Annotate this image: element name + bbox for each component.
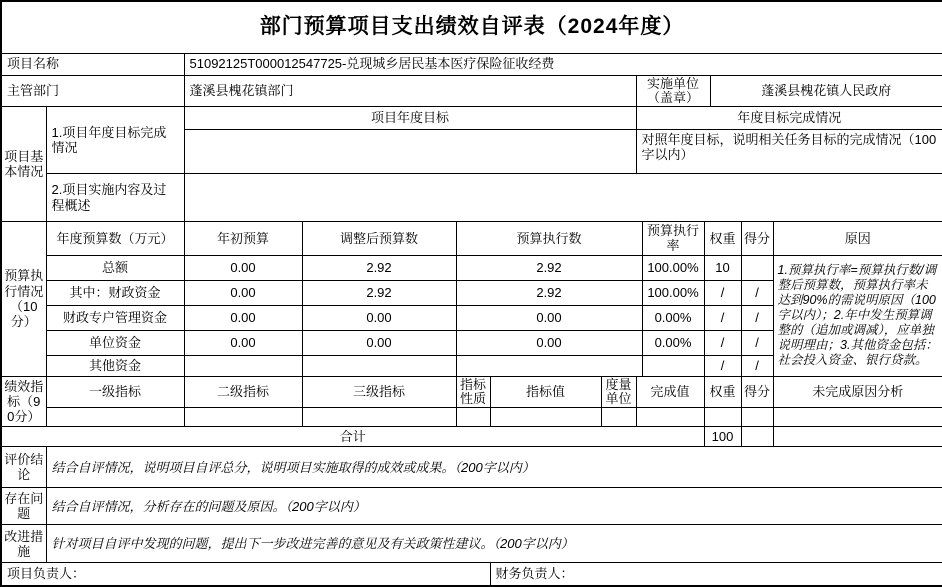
budget-reason-note: 1.预算执行率=预算执行数/调整后预算数，预算执行率未达到90%的需说明原因（100字以内）；2.年中发生预算调整的（追加或调减），应单独说明理由；3.其他资金包括：社会投入资金、银行贷款。 bbox=[773, 255, 942, 376]
perf-analysis-value bbox=[773, 408, 942, 427]
budget-header-rate: 预算执行率 bbox=[642, 222, 704, 256]
project-name-value: 51092125T000012547725-兑现城乡居民基本医疗保险征收经费 bbox=[184, 53, 942, 75]
perf-weight-value bbox=[704, 408, 741, 427]
budget-header-reason: 原因 bbox=[773, 222, 942, 256]
budget-initial-value: 0.00 bbox=[184, 280, 302, 305]
total-score-value bbox=[741, 427, 773, 447]
perf-nature-value bbox=[456, 408, 490, 427]
perf-level2-value bbox=[184, 408, 302, 427]
perf-header-level3: 三级指标 bbox=[302, 376, 456, 408]
budget-rate-value: 100.00% bbox=[642, 280, 704, 305]
budget-row-label: 其他资金 bbox=[46, 355, 184, 376]
budget-row-label: 单位资金 bbox=[46, 330, 184, 355]
budget-rate-value: 0.00% bbox=[642, 330, 704, 355]
table-row bbox=[1, 427, 942, 447]
budget-executed-value: 0.00 bbox=[456, 305, 642, 330]
budget-initial-value: 0.00 bbox=[184, 255, 302, 280]
budget-header-category: 年度预算数（万元） bbox=[46, 222, 184, 256]
perf-header-target-value: 指标值 bbox=[490, 376, 601, 408]
goal-completion-value: 对照年度目标，说明相关任务目标的完成情况（100字以内） bbox=[636, 130, 942, 174]
budget-header-initial: 年初预算 bbox=[184, 222, 302, 256]
annual-goal-header: 项目年度目标 bbox=[184, 107, 636, 130]
improvements-label: 改进措施 bbox=[1, 525, 46, 563]
total-analysis-value bbox=[773, 427, 942, 447]
budget-adjusted-value: 2.92 bbox=[302, 280, 456, 305]
budget-row-label: 财政专户管理资金 bbox=[46, 305, 184, 330]
budget-score-value: / bbox=[741, 280, 773, 305]
budget-score-value: / bbox=[741, 305, 773, 330]
perf-header-completed-value: 完成值 bbox=[636, 376, 704, 408]
budget-header-weight: 权重 bbox=[704, 222, 741, 256]
perf-level3-value bbox=[302, 408, 456, 427]
perf-completed-value bbox=[636, 408, 704, 427]
implementation-row-label: 2.项目实施内容及过程概述 bbox=[46, 174, 184, 222]
conclusion-text: 结合自评情况，说明项目自评总分，说明项目实施取得的成效或成果。（200字以内） bbox=[46, 447, 942, 488]
perf-header-score: 得分 bbox=[741, 376, 773, 408]
annual-goal-value bbox=[184, 130, 636, 174]
page-title: 部门预算项目支出绩效自评表（2024年度） bbox=[1, 1, 942, 53]
budget-header-score: 得分 bbox=[741, 222, 773, 256]
conclusion-label: 评价结论 bbox=[1, 447, 46, 488]
perf-unit-value bbox=[601, 408, 636, 427]
total-label: 合计 bbox=[1, 427, 704, 447]
problems-label: 存在问题 bbox=[1, 488, 46, 525]
budget-executed-value: 0.00 bbox=[456, 330, 642, 355]
budget-adjusted-value bbox=[302, 355, 456, 376]
implementing-unit-label: 实施单位（盖章） bbox=[636, 75, 710, 107]
budget-initial-value: 0.00 bbox=[184, 330, 302, 355]
budget-initial-value: 0.00 bbox=[184, 305, 302, 330]
perf-header-nature: 指标性质 bbox=[456, 376, 490, 408]
perf-score-value bbox=[741, 408, 773, 427]
total-weight-value: 100 bbox=[704, 427, 741, 447]
basic-info-section-label: 项目基本情况 bbox=[1, 107, 46, 222]
budget-weight-value: / bbox=[704, 355, 741, 376]
improvements-text: 针对项目自评中发现的问题，提出下一步改进完善的意见及有关政策性建议。（200字以内） bbox=[46, 525, 942, 563]
problems-text: 结合自评情况，分析存在的问题及原因。（200字以内） bbox=[46, 488, 942, 525]
budget-section-label: 预算执行情况（10分） bbox=[1, 222, 46, 377]
budget-weight-value: / bbox=[704, 305, 741, 330]
perf-target-value bbox=[490, 408, 601, 427]
budget-weight-value: 10 bbox=[704, 255, 741, 280]
perf-header-analysis: 未完成原因分析 bbox=[773, 376, 942, 408]
perf-header-level1: 一级指标 bbox=[46, 376, 184, 408]
budget-row-label: 总额 bbox=[46, 255, 184, 280]
perf-header-weight: 权重 bbox=[704, 376, 741, 408]
project-manager-signature: 项目负责人： bbox=[1, 563, 490, 586]
perf-header-level2: 二级指标 bbox=[184, 376, 302, 408]
implementing-unit-value: 蓬溪县槐花镇人民政府 bbox=[710, 75, 942, 107]
budget-score-value: / bbox=[741, 355, 773, 376]
budget-weight-value: / bbox=[704, 330, 741, 355]
department-value: 蓬溪县槐花镇部门 bbox=[184, 75, 636, 107]
budget-score-value: / bbox=[741, 330, 773, 355]
budget-header-adjusted: 调整后预算数 bbox=[302, 222, 456, 256]
perf-level1-value bbox=[46, 408, 184, 427]
goal-completion-header: 年度目标完成情况 bbox=[636, 107, 942, 130]
budget-adjusted-value: 2.92 bbox=[302, 255, 456, 280]
table-row bbox=[1, 255, 942, 280]
department-label: 主管部门 bbox=[1, 75, 184, 107]
budget-executed-value: 2.92 bbox=[456, 280, 642, 305]
budget-adjusted-value: 0.00 bbox=[302, 330, 456, 355]
budget-adjusted-value: 0.00 bbox=[302, 305, 456, 330]
annual-goal-row-label: 1.项目年度目标完成情况 bbox=[46, 107, 184, 174]
budget-score-value bbox=[741, 255, 773, 280]
performance-section-label: 绩效指标（90分） bbox=[1, 376, 46, 427]
table-row bbox=[1, 408, 942, 427]
budget-initial-value bbox=[184, 355, 302, 376]
implementation-row-value bbox=[184, 174, 942, 222]
project-name-label: 项目名称 bbox=[1, 53, 184, 75]
budget-executed-value: 2.92 bbox=[456, 255, 642, 280]
budget-rate-value: 0.00% bbox=[642, 305, 704, 330]
perf-header-unit: 度量单位 bbox=[601, 376, 636, 408]
finance-manager-signature: 财务负责人： bbox=[490, 563, 942, 586]
budget-executed-value bbox=[456, 355, 642, 376]
budget-rate-value: 100.00% bbox=[642, 255, 704, 280]
budget-header-executed: 预算执行数 bbox=[456, 222, 642, 256]
budget-row-label: 其中：财政资金 bbox=[46, 280, 184, 305]
budget-rate-value bbox=[642, 355, 704, 376]
budget-weight-value: / bbox=[704, 280, 741, 305]
